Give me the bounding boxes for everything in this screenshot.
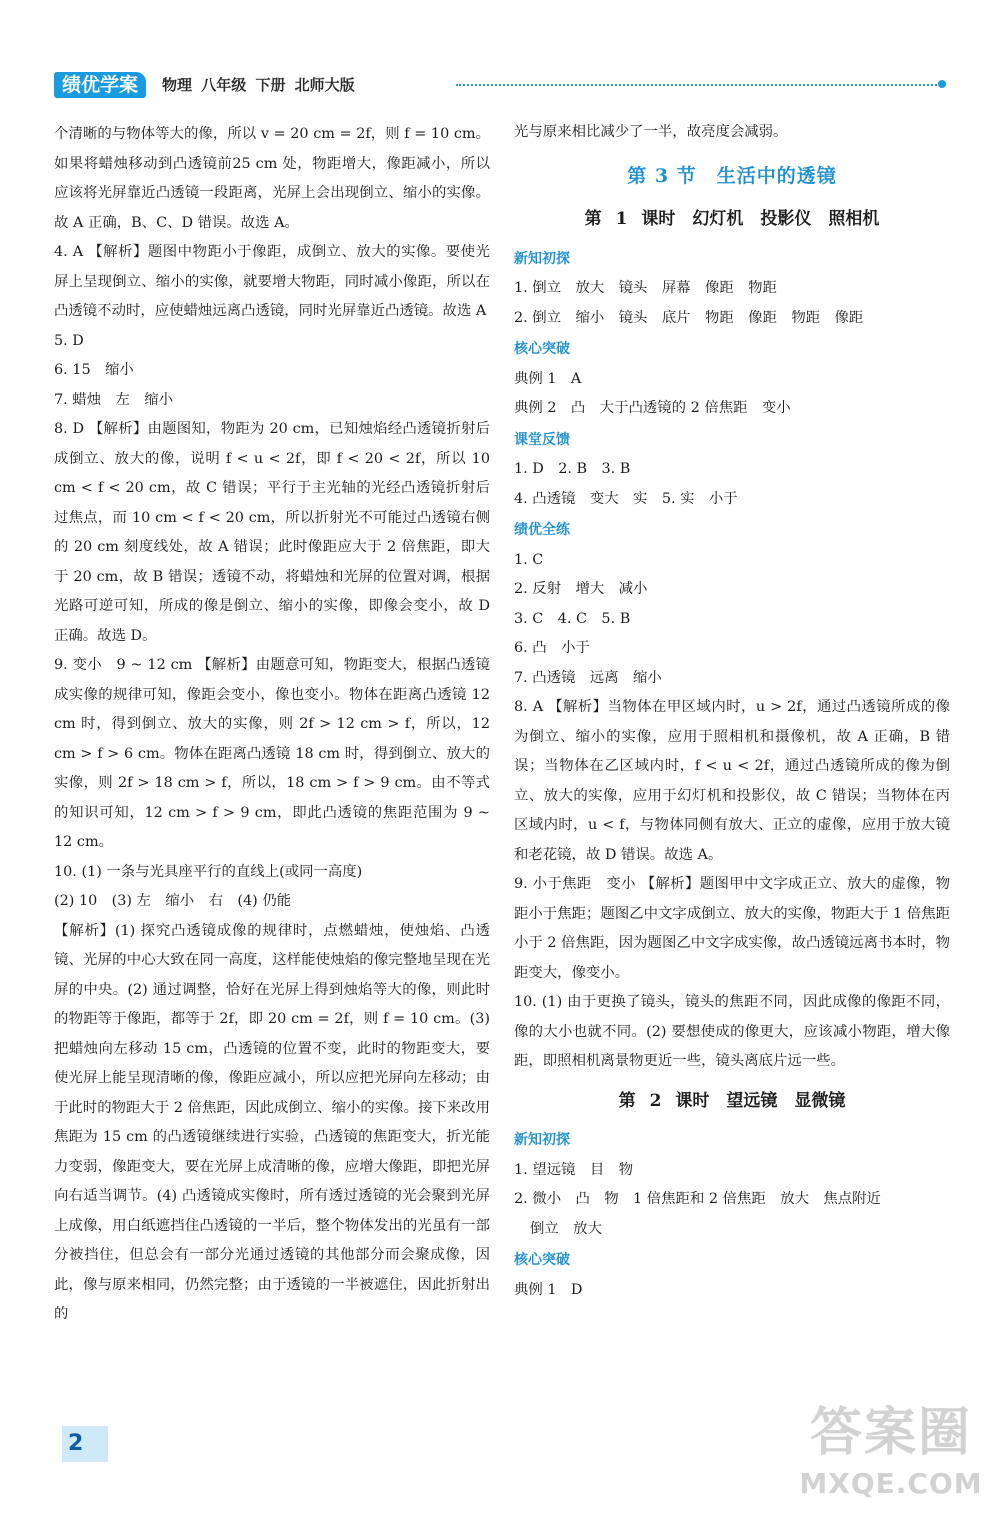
book-breadcrumb: 物理 八年级 下册 北师大版 (162, 76, 355, 94)
answer-10-analysis: 【解析】(1) 探究凸透镜成像的规律时，点燃蜡烛，使烛焰、凸透镜、光屏的中心大致在同一高度，这样能使烛焰的像完整地呈现在光屏的中央。(2) 通过调整，恰好在光屏上得到烛焰等大的像，则此时的物距等于像距，都等于 2f，即 20 cm = 2f，则 f = 10 cm。(3) 把蜡烛向左移动 15 cm，凸透镜的位置不变，此时的物距变大，要使光屏上能呈现清晰的像，像距应减小，所以应把光屏向左移动；由于此时的物距大于 2 倍焦距，因此成倒立、缩小的实像。接下来改用焦距为 15 cm 的凸透镜继续进行实验，凸透镜的焦距变大，折光能力变弱，像距变大，要在光屏上成清晰的像，应增大像距，即把光屏向右适当调节。(4) 凸透镜成实像时，所有透过透镜的光会聚到光屏上成像，用白纸遮挡住凸透镜的一半后，整个物体发出的光虽有一部分被挡住，但总会有一部分光通过透镜的其他部分而会聚成像，因此，像与原来相同，仍然完整；由于透镜的一半被遮住，因此折射出的 (54, 922, 490, 1322)
answer-4: 4. A 【解析】题图中物距小于像距，成倒立、放大的实像。要使光屏上呈现倒立、缩小的实像，就要增大物距，同时减小像距，所以在凸透镜不动时，应使蜡烛远离凸透镜，同时光屏靠近凸透镜。故选 A (54, 244, 490, 319)
answer-line: 8. A 【解析】当物体在甲区域内时，u > 2f，通过凸透镜所成的像为倒立、缩小的实像，应用于照相机和摄像机，故 A 正确，B 错误；当物体在乙区域内时，f < u < 2f，通过凸透镜所成的像为倒立、放大的实像，应用于幻灯机和投影仪，故 C 错误；当物体在丙区域内时，u < f，与物体同侧有放大、正立的虚像，应用于放大镜和老花镜，故 D 错误。故选 A。 (514, 699, 950, 863)
running-header (54, 72, 944, 102)
watermark-logo: 答案圈 (809, 1403, 972, 1463)
answer-paragraph: 个清晰的与物体等大的像，所以 v = 20 cm = 2f，则 f = 10 cm。如果将蜡烛移动到凸透镜前25 cm 处，物距增大，像距减小，所以应该将光屏靠近凸透镜一段距离，光屏上会出现倒立、缩小的实像。故 A 正确，B、C、D 错误。故选 A。 (54, 126, 490, 231)
answer-line: 2. 倒立 缩小 镜头 底片 物距 像距 物距 像距 (514, 309, 864, 326)
block-label-core: 核心突破 (514, 1252, 570, 1268)
answer-9: 9. 变小 9 ~ 12 cm 【解析】由题意可知，物距变大，根据凸透镜成实像的规律可知，像距会变小，像也变小。物体在距离凸透镜 12 cm 时，得到倒立、放大的实像，则 2f > 12 cm > f，所以，12 cm > f > 6 cm。物体在距离凸透镜 18 cm 时，得到倒立、放大的实像，则 2f > 18 cm > f，所以，18 cm > f > 9 cm。由不等式的知识可知，12 cm > f > 9 cm，即此凸透镜的焦距范围为 9 ~ 12 cm。 (54, 657, 490, 850)
header-dotted-rule (456, 84, 941, 86)
left-column (54, 120, 490, 1330)
header-rule-end-dot (938, 80, 946, 88)
answer-line: 典例 1 D (514, 1281, 583, 1298)
answer-line: 2. 反射 增大 减小 (514, 581, 648, 597)
answer-line: 典例 2 凸 大于凸透镜的 2 倍焦距 变小 (514, 400, 791, 416)
page-number: 2 (62, 1426, 108, 1462)
right-column (514, 118, 950, 1305)
answer-line: 4. 凸透镜 变大 实 5. 实 小于 (514, 490, 738, 507)
answer-line: 1. 望远镜 目 物 (514, 1161, 634, 1178)
block-label-new-knowledge: 新知初探 (514, 250, 570, 267)
continuation-text: 光与原来相比减少了一半，故亮度会减弱。 (514, 124, 788, 140)
answer-line: 典例 1 A (514, 370, 582, 387)
answer-line: 1. C (514, 551, 544, 568)
answer-10-part-1: 10. (1) 一条与光具座平行的直线上(或同一高度) (54, 863, 363, 880)
answer-line: 2. 微小 凸 物 1 倍焦距和 2 倍焦距 放大 焦点附近 (514, 1191, 881, 1207)
lesson-2-title: 第 2 课时 望远镜 显微镜 (618, 1090, 846, 1111)
answer-line: 7. 凸透镜 远离 缩小 (514, 669, 662, 686)
brand-badge: 绩优学案 (54, 72, 146, 98)
answer-line: 6. 凸 小于 (514, 640, 590, 656)
answer-line: 倒立 放大 (530, 1220, 602, 1237)
answer-8: 8. D 【解析】由题图知，物距为 20 cm，已知烛焰经凸透镜折射后成倒立、放大的像，说明 f < u < 2f，即 f < 20 < 2f，所以 10 cm < f < 20 cm，故 C 错误；平行于主光轴的光经凸透镜折射后过焦点，而 10 cm < f < 20 cm，所以折射光不可能过凸透镜右侧的 20 cm 刻度线处，故 A 错误；此时像距应大于 2 倍焦距，即大于 20 cm，故 B 错误；透镜不动，将蜡烛和光屏的位置对调，根据光路可逆可知，所成的像是倒立、缩小的实像，即像会变小，故 D 正确。故选 D。 (54, 421, 490, 644)
watermark-url: MXQE.COM (799, 1467, 983, 1500)
answer-line: 9. 小于焦距 变小 【解析】题图甲中文字成正立、放大的虚像，物距小于焦距；题图乙中文字成倒立、放大的实像，物距大于 1 倍焦距小于 2 倍焦距，因为题图乙中文字成实像，故凸透镜远离书本时，物距变大，像变小。 (514, 876, 950, 981)
answer-10-part-2: (2) 10 (3) 左 缩小 右 (4) 仍能 (54, 893, 292, 909)
answer-line: 1. D 2. B 3. B (514, 461, 631, 477)
answer-line: 1. 倒立 放大 镜头 屏幕 像距 物距 (514, 280, 777, 296)
watermark (796, 1400, 986, 1510)
answer-7: 7. 蜡烛 左 缩小 (54, 391, 174, 408)
section-title: 第 3 节 生活中的透镜 (627, 164, 837, 187)
block-label-core: 核心突破 (514, 341, 570, 357)
answer-5: 5. D (54, 332, 84, 349)
answer-6: 6. 15 缩小 (54, 362, 134, 378)
lesson-1-title: 第 1 课时 幻灯机 投影仪 照相机 (584, 209, 880, 229)
block-label-full-practice: 绩优全练 (514, 522, 570, 538)
answer-line: 10. (1) 由于更换了镜头，镜头的焦距不同，因此成像的像距不同，像的大小也就不同。(2) 要想使成的像更大，应该减小物距，增大像距，即照相机离景物更近一些，镜头离底片远一些。 (514, 994, 950, 1069)
block-label-classroom: 课堂反馈 (514, 431, 570, 448)
block-label-new-knowledge: 新知初探 (514, 1132, 570, 1148)
answer-line: 3. C 4. C 5. B (514, 610, 631, 627)
